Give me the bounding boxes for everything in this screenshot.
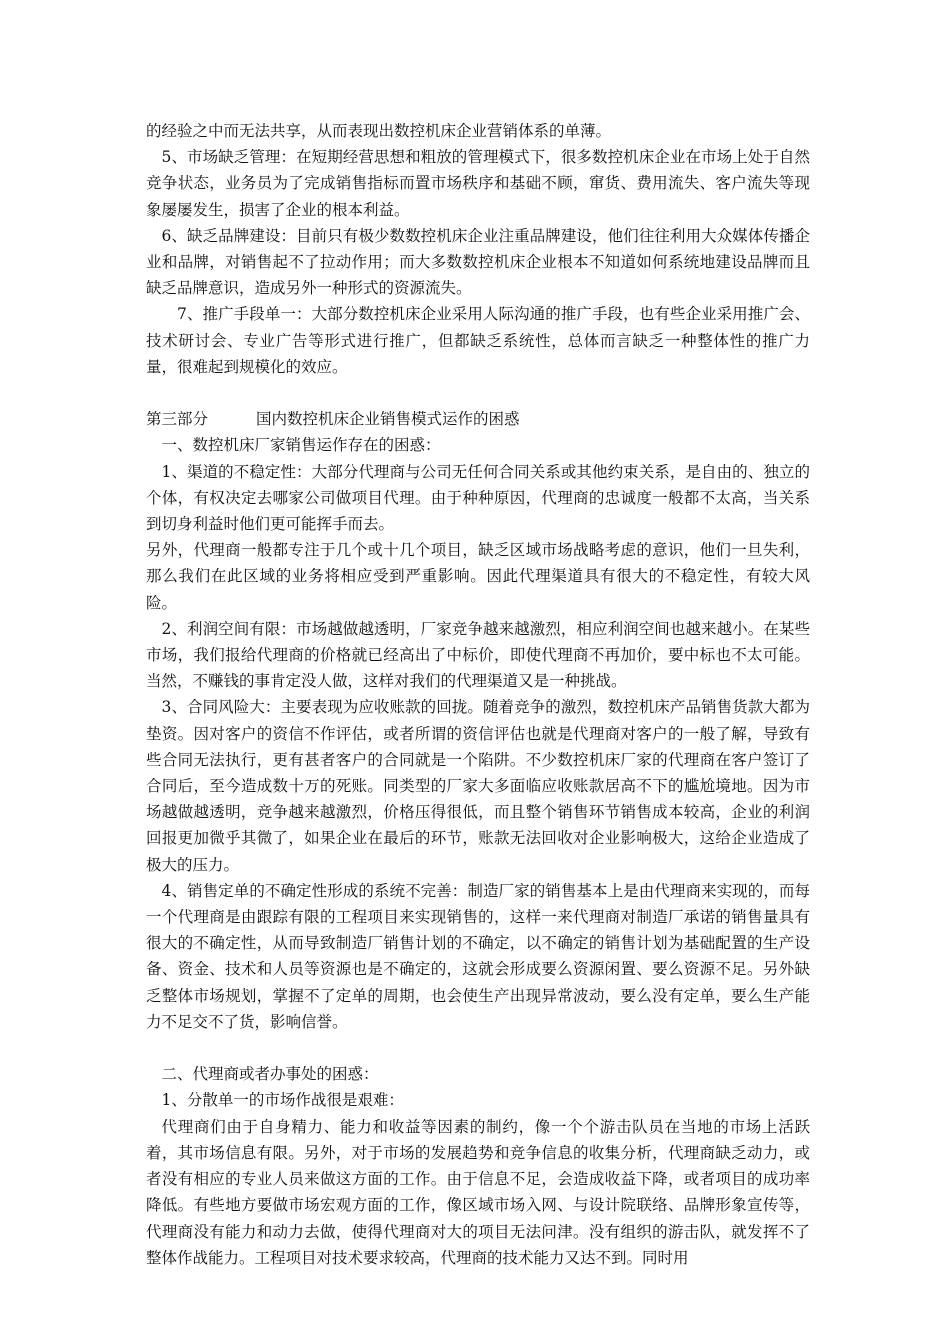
subheading-scattered-market: 1、分散单一的市场作战很是艰难： [161, 1091, 404, 1110]
paragraph-promotion: 7、推广手段单一：大部分数控机床企业采用人际沟通的推广手段，也有些企业采用推广会、技术研讨会、专业广告等形式进行推广，但都缺乏系统性，总体而言缺乏一种整体性的推广力量，很难起到规模化的效应。 [146, 305, 810, 376]
paragraph-contract-risk: 3、合同风险大：主要表现为应收账款的回拢。随着竞争的激烈，数控机床产品销售货款大都为垫资。因对客户的资信不作评估，或者所谓的资信评估也就是代理商对客户的一般了解，导致有些合同无法执行，更有甚者客户的合同就是一个陷阱。不少数控机床厂家的代理商在客户签订了合同后，至今造成数十万的死账。同类型的厂家大多面临应收账款居高不下的尴尬境地。因为市场越做越透明，竞争越来越激烈，价格压得很低，而且整个销售环节销售成本较高，企业的利润回报更加微乎其微了，如果企业在最后的环节，账款无法回收对企业影响极大，这给企业造成了极大的压力。 [146, 698, 810, 874]
paragraph-channel-instability: 1、渠道的不稳定性：大部分代理商与公司无任何合同关系或其他约束关系，是自由的、独立的个体，有权决定去哪家公司做项目代理。由于种种原因，代理商的忠诚度一般都不太高，当关系到切身利益时他们更可能挥手而去。 [146, 462, 810, 534]
paragraph-profit-margin: 2、利润空间有限：市场越做越透明，厂家竞争越来越激烈，相应利润空间也越来越小。在某些市场，我们报给代理商的价格就已经高出了中标价，即使代理商不再加价，要中标也不太可能。当然，不赚钱的事肯定没人做，这样对我们的代理渠道又是一种挑战。 [146, 619, 810, 691]
paragraph-brand-building: 6、缺乏品牌建设：目前只有极少数数控机床企业注重品牌建设，他们往往利用大众媒体传播企业和品牌，对销售起不了拉动作用；而大多数数控机床企业根本不知道如何系统地建设品牌而且缺乏品牌意识，造成另外一种形式的资源流失。 [146, 226, 810, 298]
document-page [146, 118, 810, 1271]
section-heading [146, 406, 810, 432]
section-label: 第三部分 [146, 410, 209, 429]
paragraph-market-management: 5、市场缺乏管理：在短期经营思想和粗放的管理模式下，很多数控机床企业在市场上处于自然竞争状态，业务员为了完成销售指标而置市场秩序和基础不顾，窜货、费用流失、客户流失等现象屡屡发生，损害了企业的根本利益。 [146, 148, 810, 219]
section-title: 国内数控机床企业销售模式运作的困惑 [256, 410, 520, 429]
subheading-agents: 二、代理商或者办事处的困惑： [161, 1065, 379, 1084]
paragraph-agent-difficulties: 代理商们由于自身精力、能力和收益等因素的制约，像一个个游击队员在当地的市场上活跃着，其市场信息有限。另外，对于市场的发展趋势和竞争信息的收集分析，代理商缺乏动力，或者没有相应的专业人员来做这方面的工作。由于信息不足，会造成收益下降，或者项目的成功率降低。有些地方要做市场宏观方面的工作，像区域市场入网、与设计院联络、品牌形象宣传等，代理商没有能力和动力去做，使得代理商对大的项目无法问津。没有组织的游击队，就发挥不了整体作战能力。工程项目对技术要求较高，代理商的技术能力又达不到。同时用 [146, 1117, 810, 1267]
blank-line [146, 1035, 810, 1061]
paragraph-agent-focus: 另外，代理商一般都专注于几个或十几个项目，缺乏区域市场战略考虑的意识，他们一旦失利，那么我们在此区域的业务将相应受到严重影响。因此代理渠道具有很大的不稳定性，有较大风险。 [146, 541, 810, 612]
subheading-manufacturer: 一、数控机床厂家销售运作存在的困惑： [161, 436, 441, 455]
paragraph: 的经验之中而无法共享，从而表现出数控机床企业营销体系的单薄。 [146, 122, 612, 140]
paragraph-order-uncertainty: 4、销售定单的不确定性形成的系统不完善：制造厂家的销售基本上是由代理商来实现的，而每一个代理商是由跟踪有限的工程项目来实现销售的，这样一来代理商对制造厂承诺的销售量具有很大的不确定性，从而导致制造厂销售计划的不确定，以不确定的销售计划为基础配置的生产设备、资金、技术和人员等资源也是不确定的，这就会形成要么资源闲置、要么资源不足。另外缺乏整体市场规划，掌握不了定单的周期，也会使生产出现异常波动，要么没有定单，要么生产能力不足交不了货，影响信誉。 [146, 881, 810, 1031]
blank-line [146, 380, 810, 406]
